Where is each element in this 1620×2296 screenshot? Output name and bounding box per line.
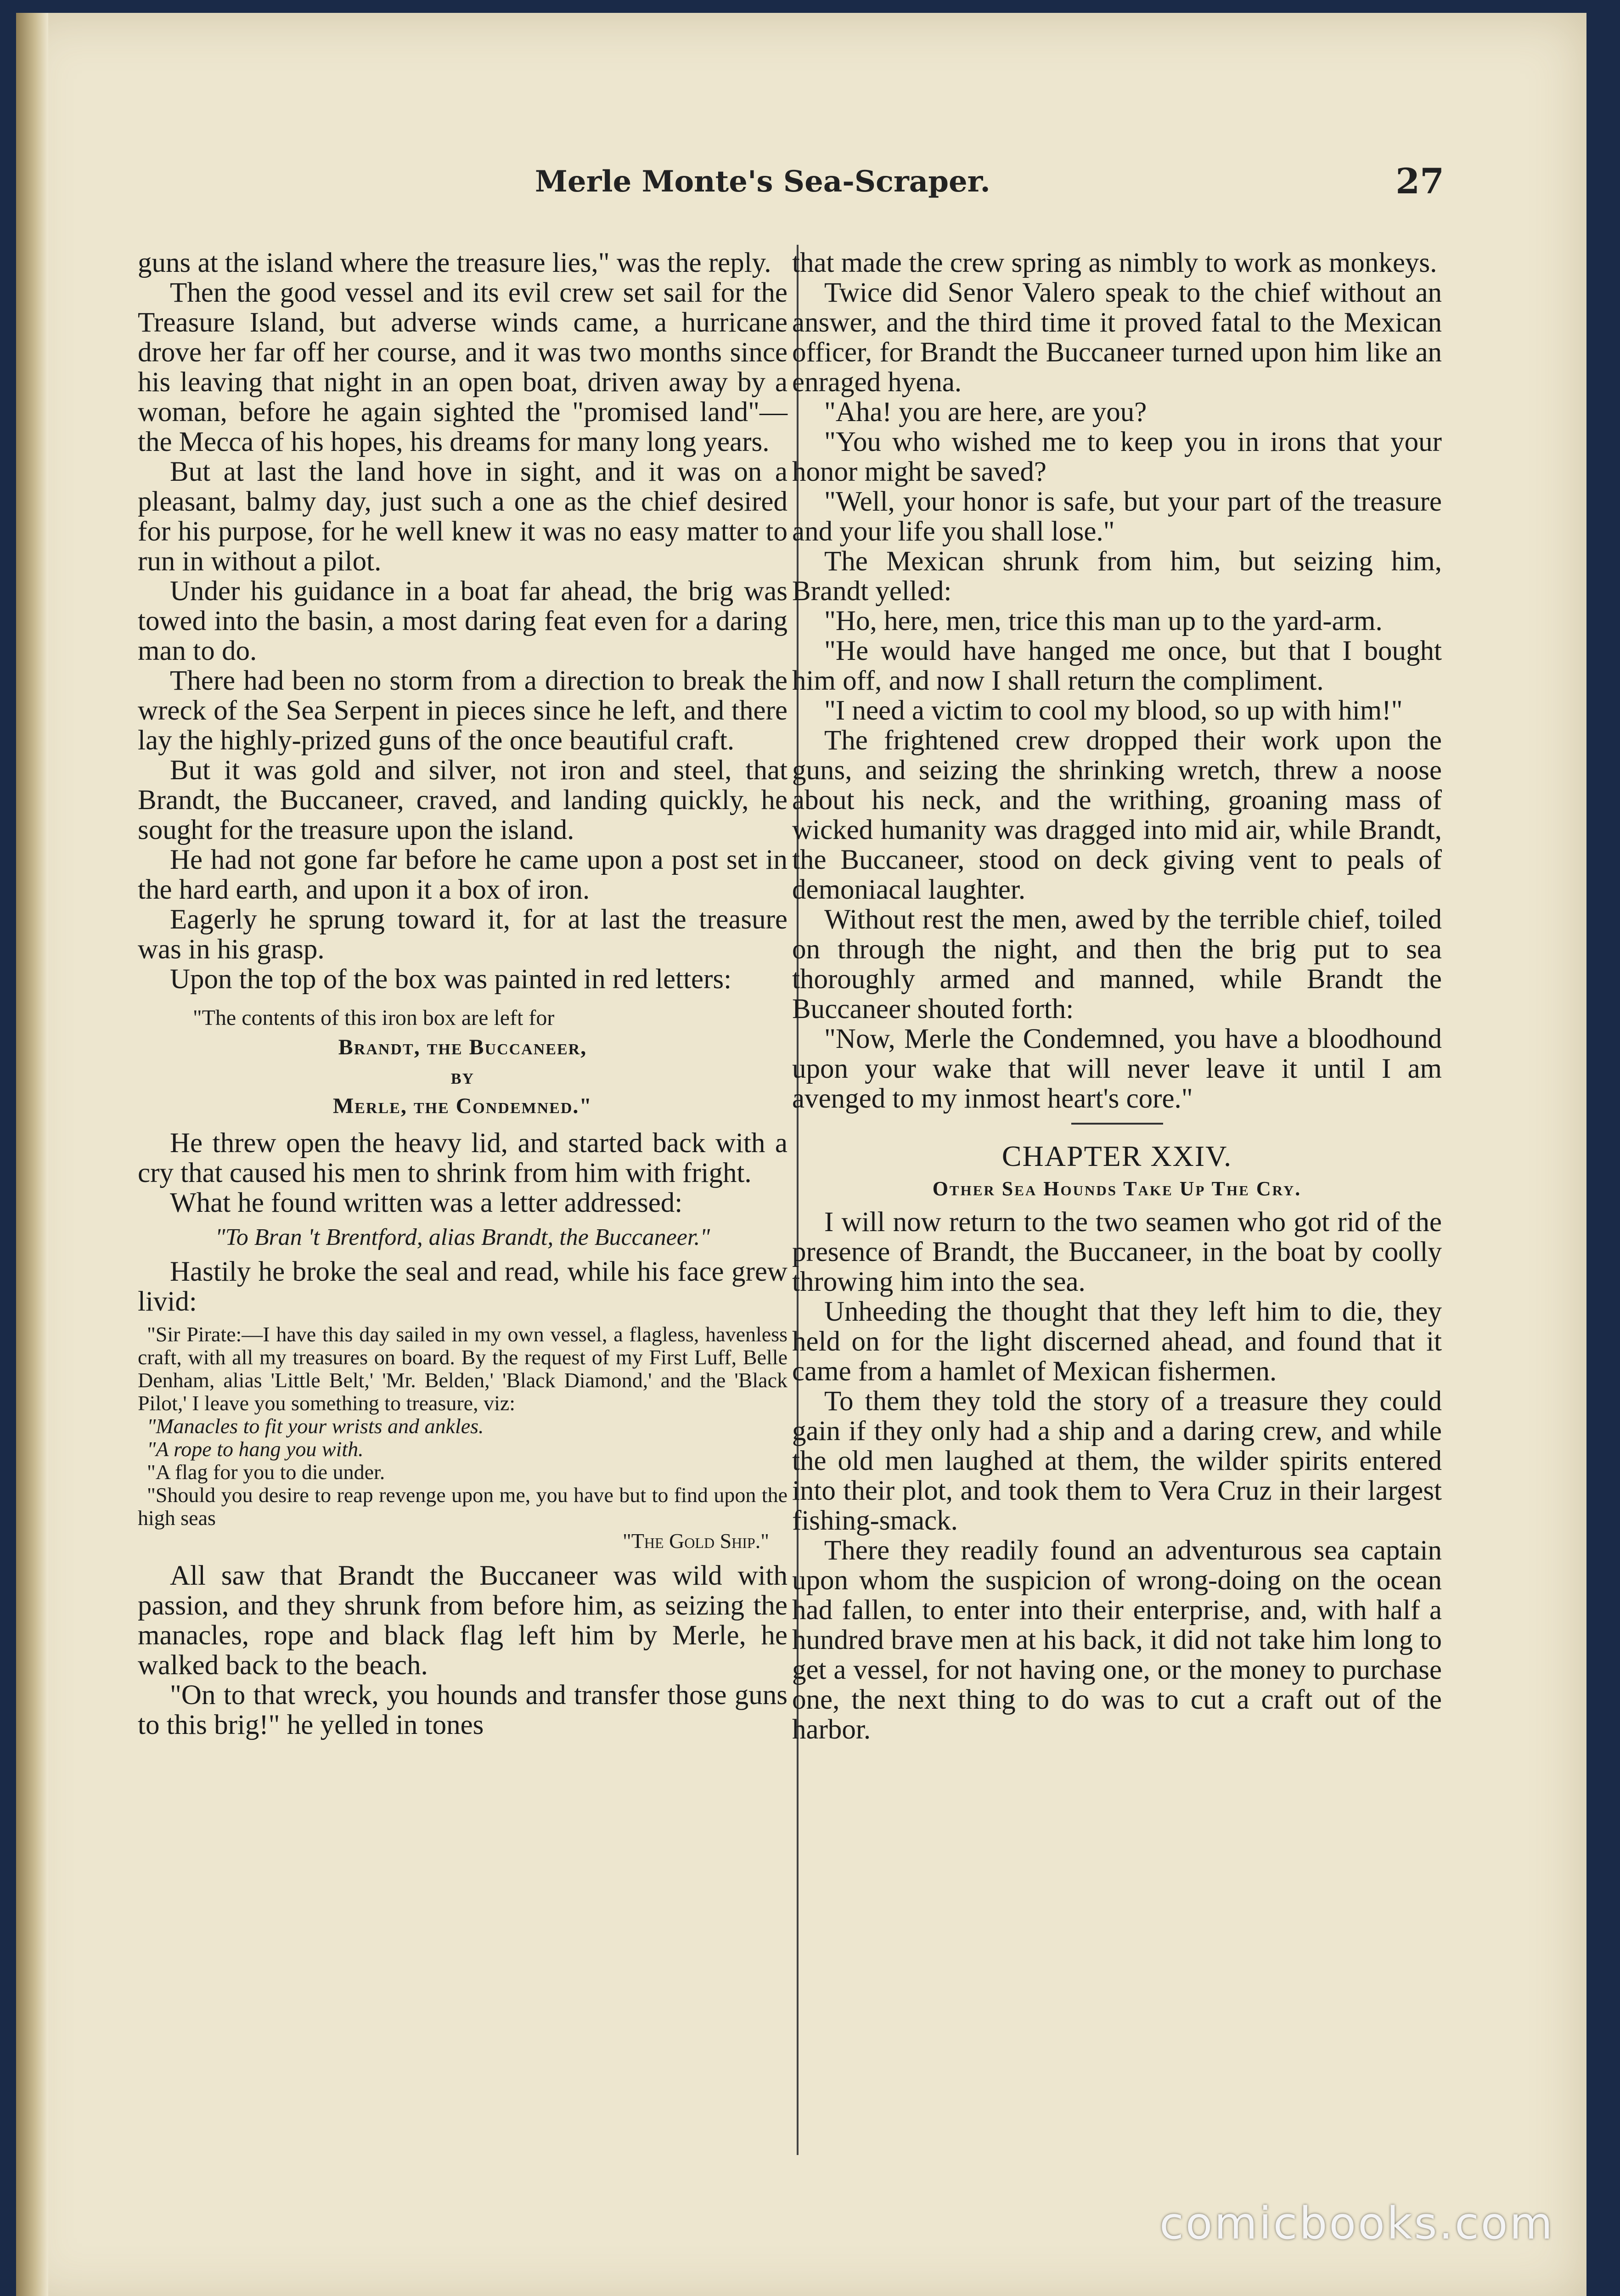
watermark-logo: comicbooks.com bbox=[1159, 2198, 1554, 2249]
letter-item: "A rope to hang you with. bbox=[147, 1437, 364, 1461]
paragraph: There they readily found an adventurous sea captain upon whom the suspicion of wrong-doing on the ocean had fallen, to enter into their enterprise, and, with half a hundred brave men at his back, it did not take him long to get a vessel, for not having one, or the money to purchase one, the next thing to do was to cut a craft out of the harbor. bbox=[792, 1535, 1442, 1745]
running-head-title: Merle Monte's Sea-Scraper. bbox=[535, 164, 990, 199]
paragraph: Twice did Senor Valero speak to the chief without an answer, and the third time it proved fatal to the Mexican officer, for Brandt the Buccaneer turned upon him like an enraged hyena. bbox=[792, 277, 1442, 398]
paragraph: "He would have hanged me once, but that I bought him off, and now I shall return the compliment. bbox=[792, 636, 1442, 696]
letter-closing: "Should you desire to reap revenge upon me, you have but to find upon the high seas bbox=[138, 1483, 788, 1530]
book-page bbox=[16, 13, 1586, 2296]
paragraph: "Now, Merle the Condemned, you have a bloodhound upon your wake that will never leave it until I am avenged to my inmost heart's core." bbox=[792, 1024, 1442, 1114]
paragraph: "On to that wreck, you hounds and transfer those guns to this brig!" he yelled in tones bbox=[138, 1680, 788, 1740]
inscription-line: Merle, the Condemned." bbox=[332, 1094, 593, 1118]
left-column bbox=[138, 248, 788, 1740]
letter-item: "A flag for you to die under. bbox=[147, 1460, 385, 1484]
letter-address: "To Bran 't Brentford, alias Brandt, the Buccaneer." bbox=[215, 1224, 710, 1250]
paragraph: He had not gone far before he came upon a post set in the hard earth, and upon it a box of iron. bbox=[138, 844, 788, 905]
paragraph: All saw that Brandt the Buccaneer was wild with passion, and they shrunk from before him, as seizing the manacles, rope and black flag left him by Merle, he walked back to the beach. bbox=[138, 1560, 788, 1681]
letter-signature: "The Gold Ship." bbox=[623, 1529, 769, 1553]
section-separator bbox=[1071, 1123, 1163, 1125]
paragraph: "You who wished me to keep you in irons that your honor might be saved? bbox=[792, 427, 1442, 487]
paragraph: "Aha! you are here, are you? bbox=[824, 397, 1147, 428]
paragraph: guns at the island where the treasure lies," was the reply. bbox=[138, 248, 771, 278]
paragraph: Upon the top of the box was painted in red letters: bbox=[170, 964, 732, 995]
page-gutter bbox=[16, 13, 48, 2296]
inscription-line: Brandt, the Buccaneer, bbox=[338, 1035, 587, 1059]
inscription-line: by bbox=[450, 1064, 475, 1089]
page-number: 27 bbox=[1395, 161, 1444, 202]
paragraph: Without rest the men, awed by the terrible chief, toiled on through the night, and then the brig put to sea thoroughly armed and manned, while Brandt the Buccaneer shouted forth: bbox=[792, 904, 1442, 1024]
paragraph: I will now return to the two seamen who got rid of the presence of Brandt, the Buccaneer, in the boat by coolly throwing him into the sea. bbox=[792, 1207, 1442, 1297]
paragraph: But at last the land hove in sight, and it was on a pleasant, balmy day, just such a one as the chief desired for his purpose, for he well knew it was no easy matter to run in without a pilot. bbox=[138, 456, 788, 577]
chapter-subtitle: Other Sea Hounds Take Up The Cry. bbox=[932, 1177, 1302, 1200]
paragraph: The frightened crew dropped their work upon the guns, and seizing the shrinking wretch, threw a noose about his neck, and the writhing, groaning mass of wicked humanity was dragged into mid air, while Brandt, the Buccaneer, stood on deck giving vent to peals of demoniacal laughter. bbox=[792, 725, 1442, 905]
paragraph: "I need a victim to cool my blood, so up with him!" bbox=[824, 695, 1403, 726]
paragraph: There had been no storm from a direction to break the wreck of the Sea Serpent in pieces since he left, and there lay the highly-prized guns of the once beautiful craft. bbox=[138, 665, 788, 756]
right-column bbox=[792, 248, 1442, 1745]
paragraph: Under his guidance in a boat far ahead, the brig was towed into the basin, a most daring feat even for a daring man to do. bbox=[138, 576, 788, 666]
letter-body: "Sir Pirate:—I have this day sailed in my own vessel, a flagless, havenless craft, with all my treasures on board. By the request of my First Luff, Belle Denham, alias 'Little Belt,' 'Mr. Belden,' 'Black Diamond,' and the 'Black Pilot,' I leave you something to treasure, viz: bbox=[138, 1322, 788, 1415]
inscription-line: "The contents of this iron box are left for bbox=[193, 1006, 555, 1030]
letter bbox=[138, 1323, 788, 1553]
paragraph: "Well, your honor is safe, but your part of the treasure and your life you shall lose." bbox=[792, 486, 1442, 547]
paragraph: Hastily he broke the seal and read, while his face grew livid: bbox=[138, 1256, 788, 1317]
paragraph: that made the crew spring as nimbly to work as monkeys. bbox=[792, 248, 1437, 278]
paragraph: Then the good vessel and its evil crew set sail for the Treasure Island, but adverse winds came, a hurricane drove her far off her course, and it was two months since his leaving that night in an open boat, driven away by a woman, before he again sighted the "promised land"—the Mecca of his hopes, his dreams for many long years. bbox=[138, 277, 788, 457]
paragraph: Unheeding the thought that they left him to die, they held on for the light discerned ahead, and found that it came from a hamlet of Mexican fishermen. bbox=[792, 1296, 1442, 1387]
paragraph: To them they told the story of a treasure they could gain if they only had a ship and a daring crew, and while the old men laughed at them, the wilder spirits entered into their plot, and took them to Vera Cruz in their largest fishing-smack. bbox=[792, 1386, 1442, 1536]
paragraph: He threw open the heavy lid, and started back with a cry that caused his men to shrink from him with fright. bbox=[138, 1128, 788, 1188]
paragraph: The Mexican shrunk from him, but seizing him, Brandt yelled: bbox=[792, 546, 1442, 607]
letter-item: "Manacles to fit your wrists and ankles. bbox=[147, 1414, 484, 1438]
box-inscription bbox=[138, 1005, 788, 1119]
paragraph: But it was gold and silver, not iron and steel, that Brandt, the Buccaneer, craved, and landing quickly, he sought for the treasure upon the island. bbox=[138, 755, 788, 845]
paragraph: "Ho, here, men, trice this man up to the yard-arm. bbox=[824, 606, 1383, 636]
chapter-title: CHAPTER XXIV. bbox=[1001, 1140, 1232, 1172]
paragraph: What he found written was a letter addressed: bbox=[170, 1187, 683, 1218]
paragraph: Eagerly he sprung toward it, for at last the treasure was in his grasp. bbox=[138, 904, 788, 965]
